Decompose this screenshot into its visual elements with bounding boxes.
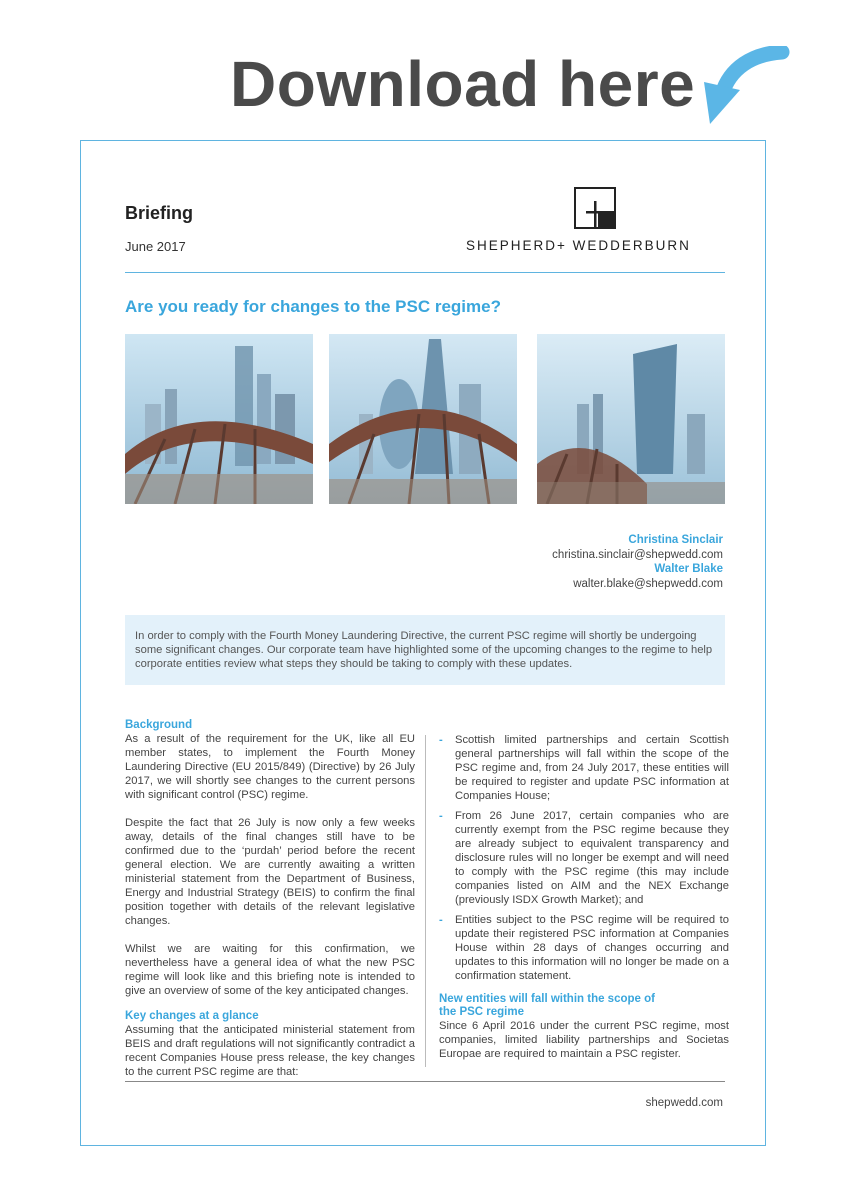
paragraph: Since 6 April 2016 under the current PSC regime, most companies, limited liability partnerships and Societas Europae are required to maintain a PSC register. xyxy=(439,1020,729,1060)
section-heading-key-changes: Key changes at a glance xyxy=(125,1010,259,1022)
paragraph: Assuming that the anticipated ministerial statement from BEIS and draft regulations will not significantly contradict a recent Companies House press release, the key changes to the current PSC regime are that: xyxy=(125,1024,415,1078)
paragraph: Despite the fact that 26 July is now only a few weeks away, details of the final changes still have to be confirmed due to the ‘purdah’ period before the recent general election. We are currently awaiting a written ministerial statement from the Department of Business, Energy and Industrial Strategy (BEIS) to confirm the final position together with details of the relevant legislative changes. xyxy=(125,817,415,927)
section-heading-background: Background xyxy=(125,719,193,731)
contacts-block xyxy=(552,533,723,591)
document-date: June 2017 xyxy=(125,239,186,254)
shepherd-wedderburn-logo-icon xyxy=(574,187,616,229)
city-bridge-photo-2 xyxy=(329,334,517,504)
contact-email-link[interactable]: christina.sinclair@shepwedd.com xyxy=(552,548,723,561)
contact-name: Walter Blake xyxy=(654,563,723,575)
intro-box: In order to comply with the Fourth Money Laundering Directive, the current PSC regime will shortly be undergoing some significant changes. Our corporate team have highlighted some of the upcoming changes to the regime to help corporate entities review what steps they should be taking to comply with these updates. xyxy=(125,615,725,685)
column-divider xyxy=(425,735,426,1067)
city-bridge-photo-3 xyxy=(537,334,725,504)
contact-email-link[interactable]: walter.blake@shepwedd.com xyxy=(573,577,723,590)
paragraph: Whilst we are waiting for this confirmation, we nevertheless have a general idea of what the new PSC regime will look like and this briefing note is intended to give an overview of some of the key anticipated changes. xyxy=(125,943,415,997)
key-changes-list xyxy=(439,733,729,983)
list-item: - Scottish limited partnerships and certain Scottish general partnerships will fall within the scope of the PSC regime and, from 24 July 2017, these entities will be required to register and update PSC information at Companies House; xyxy=(439,733,729,803)
contact-name: Christina Sinclair xyxy=(628,534,723,546)
left-column xyxy=(125,719,415,1079)
briefing-document[interactable] xyxy=(80,140,766,1146)
logo-wordmark: SHEPHERD+ WEDDERBURN xyxy=(466,238,691,253)
list-item: - Entities subject to the PSC regime will be required to update their registered PSC information at Companies House within 28 days of changes occurring and updates to this information will no longer be made on a confirmation statement. xyxy=(439,913,729,983)
header-rule xyxy=(125,272,725,273)
document-title: Are you ready for changes to the PSC regime? xyxy=(125,297,501,316)
section-heading-new-entities: New entities will fall within the scope of the PSC regime xyxy=(439,993,655,1018)
list-item: - From 26 June 2017, certain companies who are currently exempt from the PSC regime because they are already subject to equivalent transparency and disclosure rules will no longer be exempt and will need to comply with the PSC regime (this may include companies listed on AIM and the NEX Exchange (previously ISDX Growth Market); and xyxy=(439,809,729,907)
footer-rule xyxy=(125,1081,725,1082)
footer-website-link[interactable]: shepwedd.com xyxy=(645,1097,723,1109)
curved-arrow-icon xyxy=(700,46,790,126)
paragraph: As a result of the requirement for the UK, like all EU member states, to implement the Fourth Money Laundering Directive (EU 2015/849) (Directive) by 26 July 2017, we will shortly see changes to the current persons with significant control (PSC) regime. xyxy=(125,733,415,801)
right-column xyxy=(439,733,729,1061)
download-here-headline[interactable]: Download here xyxy=(230,48,696,120)
city-bridge-photo-1 xyxy=(125,334,313,504)
document-label: Briefing xyxy=(125,203,194,223)
